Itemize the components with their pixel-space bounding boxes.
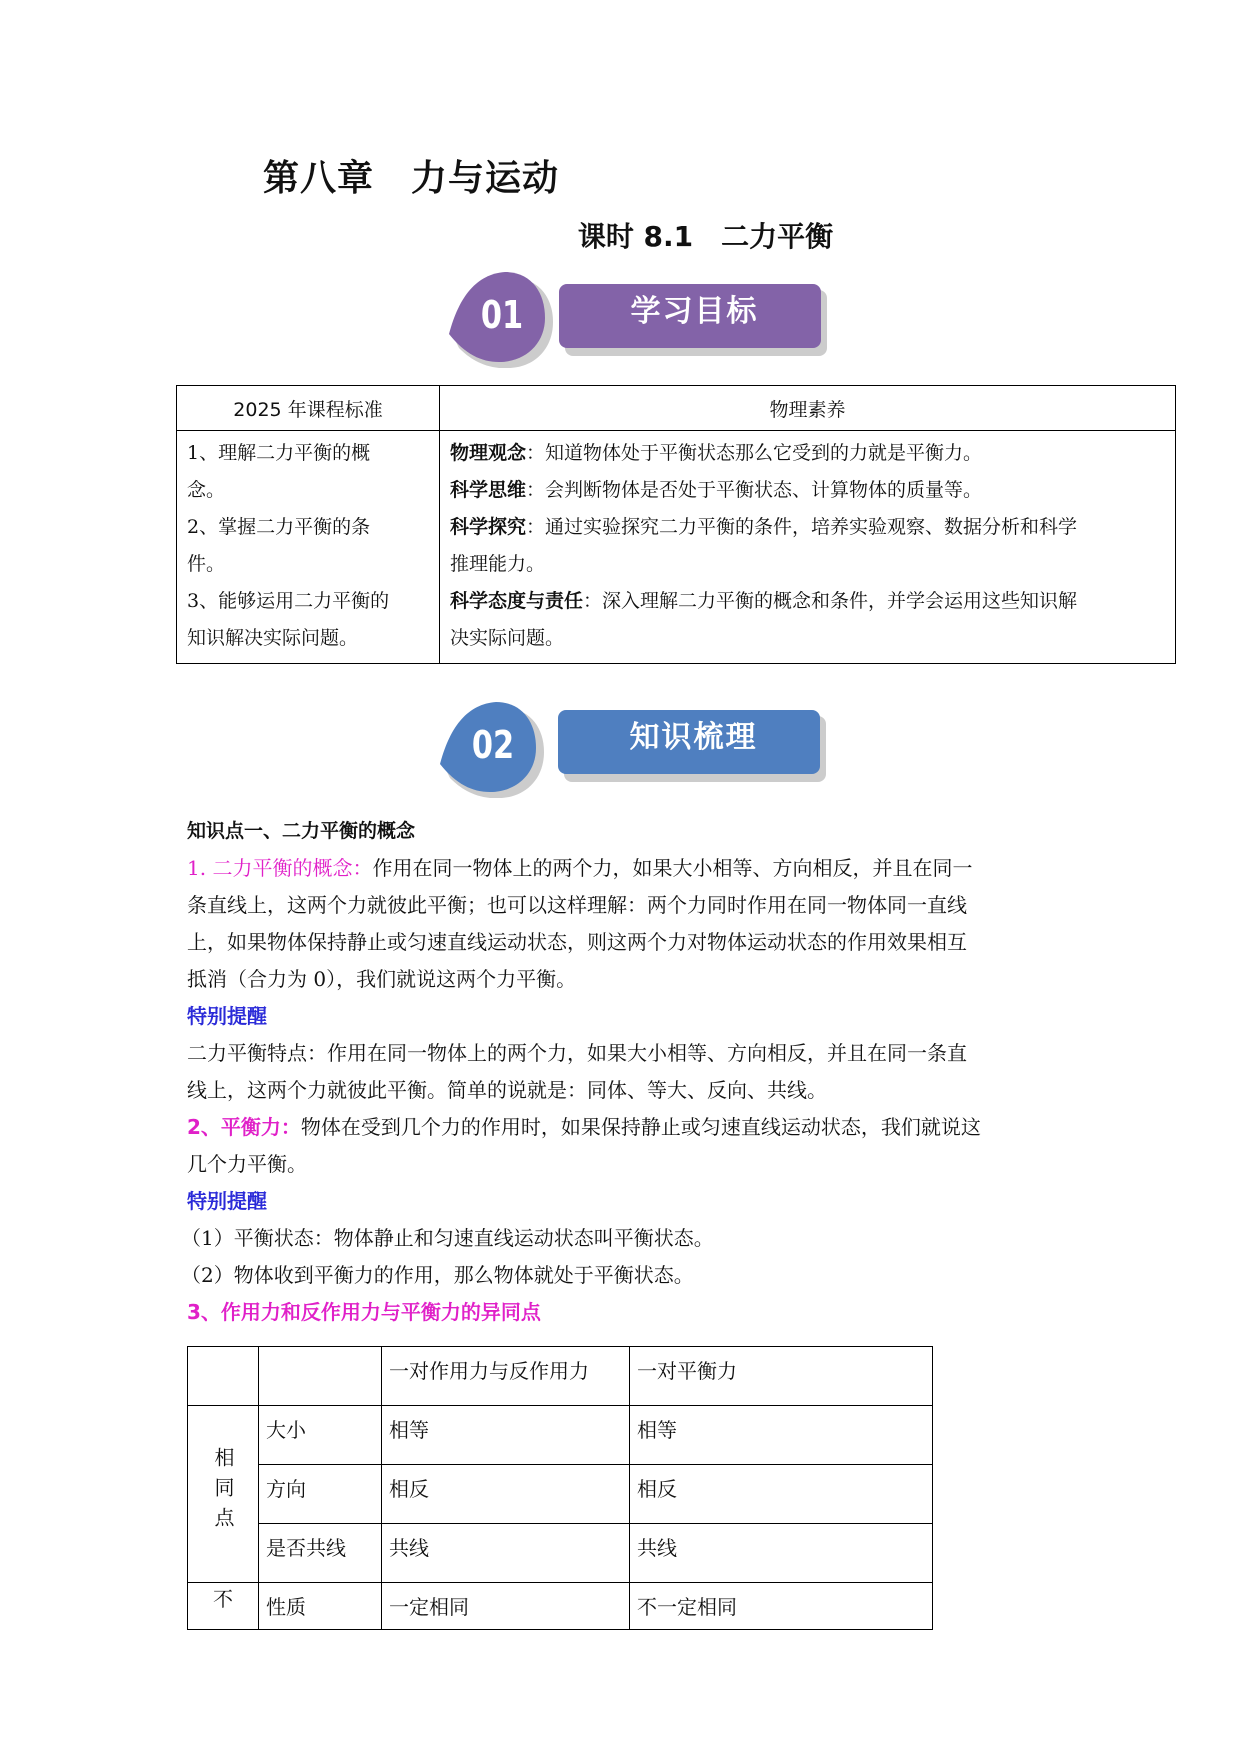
literacy-text: ：知道物体处于平衡状态那么它受到的力就是平衡力。 [526, 442, 983, 464]
table-cell: 相反 [382, 1465, 630, 1524]
literacy-key: 物理观念 [450, 442, 527, 464]
table-row [188, 1465, 933, 1524]
standard-line: 1、理解二力平衡的概 [187, 442, 371, 464]
standard-line: 2、掌握二力平衡的条 [187, 516, 371, 538]
literacy-text: ：深入理解二力平衡的概念和条件，并学会运用这些知识解 [583, 590, 1078, 612]
table-cell: 共线 [382, 1524, 630, 1583]
text-line: 条直线上，这两个力就彼此平衡；也可以这样理解：两个力同时作用在同一物体同一直线 [187, 893, 967, 917]
banner-label: 学习目标 [630, 294, 759, 329]
literacy-line [450, 509, 1165, 546]
table-cell: 一定相同 [382, 1583, 630, 1630]
literacy-cell [440, 431, 1176, 664]
reminder-label: 特别提醒 [187, 1004, 267, 1028]
literacy-key: 科学思维 [450, 479, 527, 501]
comparison-table [187, 1346, 933, 1630]
table-cell: 不一定相同 [630, 1583, 933, 1630]
table-cell: 相等 [382, 1406, 630, 1465]
table-header: 一对平衡力 [630, 1347, 933, 1406]
table-cell: 相等 [630, 1406, 933, 1465]
lesson-title: 课时 8.1 二力平衡 [577, 220, 834, 253]
literacy-line [450, 583, 1165, 620]
section-banner-knowledge [438, 698, 828, 798]
literacy-line [450, 546, 1165, 583]
literacy-text: ：会判断物体是否处于平衡状态、计算物体的质量等。 [526, 479, 983, 501]
text-line: 物体在受到几个力的作用时，如果保持静止或匀速直线运动状态，我们就说这 [300, 1115, 981, 1139]
table-cell: 性质 [259, 1583, 382, 1630]
standard-line: 3、能够运用二力平衡的 [187, 590, 390, 612]
header-literacy: 物理素养 [440, 386, 1176, 431]
literacy-key: 科学态度与责任 [450, 590, 584, 612]
table-cell: 大小 [259, 1406, 382, 1465]
banner-number: 02 [471, 723, 515, 767]
group-label-diff: 不 [188, 1583, 259, 1630]
text-line: 上，如果物体保持静止或匀速直线运动状态，则这两个力对物体运动状态的作用效果相互 [187, 930, 967, 954]
paragraph-concept [187, 850, 1052, 887]
table-cell [259, 1347, 382, 1406]
text-line: 几个力平衡。 [187, 1152, 307, 1176]
reminder-label: 特别提醒 [187, 1189, 267, 1213]
banner-number: 01 [480, 293, 524, 337]
table-cell: 共线 [630, 1524, 933, 1583]
text-line: 二力平衡特点：作用在同一物体上的两个力，如果大小相等、方向相反，并且在同一条直 [187, 1041, 967, 1065]
item-label: 1. 二力平衡的概念： [187, 856, 373, 880]
knowledge-content [181, 813, 1052, 1331]
paragraph-balanced-force [187, 1109, 1052, 1146]
literacy-text: 推理能力。 [450, 553, 546, 575]
group-label-same: 相同点 [188, 1406, 259, 1583]
text-line: （1）平衡状态：物体静止和匀速直线运动状态叫平衡状态。 [181, 1226, 714, 1250]
table-row [188, 1583, 933, 1630]
literacy-key: 科学探究 [450, 516, 527, 538]
standard-line: 件。 [187, 553, 226, 575]
header-standards: 2025 年课程标准 [177, 386, 440, 431]
standard-line: 念。 [187, 479, 226, 501]
chapter-title: 第八章 力与运动 [263, 158, 560, 199]
literacy-line [450, 435, 1165, 472]
banner-label: 知识梳理 [629, 720, 758, 755]
section-banner-goals [447, 268, 837, 368]
text-line: （2）物体收到平衡力的作用，那么物体就处于平衡状态。 [181, 1263, 694, 1287]
standards-cell [177, 431, 440, 664]
text-line: 线上，这两个力就彼此平衡。简单的说就是：同体、等大、反向、共线。 [187, 1078, 827, 1102]
table-row [188, 1524, 933, 1583]
learning-goals-table [176, 385, 1176, 664]
table-cell [188, 1347, 259, 1406]
literacy-line [450, 620, 1165, 657]
literacy-text: ：通过实验探究二力平衡的条件，培养实验观察、数据分析和科学 [526, 516, 1078, 538]
text-line: 抵消（合力为 0），我们就说这两个力平衡。 [187, 967, 577, 991]
table-cell: 方向 [259, 1465, 382, 1524]
standard-line: 知识解决实际问题。 [187, 627, 359, 649]
table-cell: 是否共线 [259, 1524, 382, 1583]
item-label: 2、平衡力： [187, 1115, 301, 1139]
item-label: 3、作用力和反作用力与平衡力的异同点 [187, 1300, 541, 1324]
knowledge-point-title: 知识点一、二力平衡的概念 [187, 820, 416, 842]
text-line: 作用在同一物体上的两个力，如果大小相等、方向相反，并且在同一 [372, 856, 973, 880]
table-row [188, 1406, 933, 1465]
table-cell: 相反 [630, 1465, 933, 1524]
literacy-line [450, 472, 1165, 509]
table-header: 一对作用力与反作用力 [382, 1347, 630, 1406]
literacy-text: 决实际问题。 [450, 627, 565, 649]
